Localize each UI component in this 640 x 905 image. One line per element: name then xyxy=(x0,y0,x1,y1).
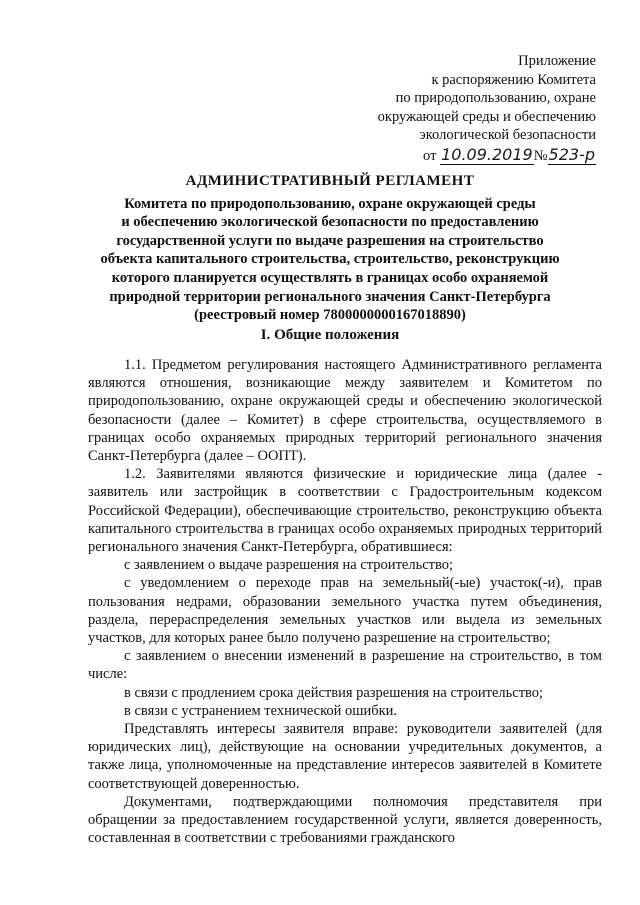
paragraph: с уведомлением о переходе прав на земельный(-ые) участок(-и), прав пользования недрами, образовании земельного участка путем объединения, раздела, перераспределения земельных участков или выдела из земельных участков, для которых ранее было получено разрешение на строительство; xyxy=(88,575,602,647)
header-line: окружающей среды и обеспечению xyxy=(377,108,596,125)
paragraph: 1.1. Предметом регулирования настоящего Административного регламента являются отношения, возникающие между заявителем и Комитетом по природопользованию, охране окружающей среды и обеспечению экологической безопасности (далее – Комитет) в сфере строительства, осуществляемого в границах особо охраняемых природных территорий регионального значения Санкт-Петербурга (далее – ООПТ). xyxy=(88,357,602,465)
order-reference xyxy=(336,146,596,166)
paragraph: с заявлением о выдаче разрешения на строительство; xyxy=(124,557,453,574)
paragraph: Представлять интересы заявителя вправе: руководители заявителей (для юридических лиц), действующие на основании учредительных документов, а также лица, уполномоченные на представление интересов заявителей в Комитете соответствующей доверенностью. xyxy=(88,721,602,792)
section-heading: I. Общие положения xyxy=(260,327,400,343)
paragraph: 1.2. Заявителями являются физические и юридические лица (далее - заявитель или застройщик в соответствии с Градостроительным кодексом Российской Федерации), обеспечивающие строительство, реконструкцию объекта капитального строительства в границах особо охраняемых природных территорий регионального значения Санкт-Петербурга, обратившиеся: xyxy=(88,466,602,556)
header-line: по природопользованию, охране xyxy=(395,90,596,106)
title-line: которого планируется осуществлять в границах особо охраняемой xyxy=(111,269,549,286)
title-line: Комитета по природопользованию, охране окружающей среды xyxy=(124,195,536,212)
ref-number: 523-р xyxy=(548,144,595,164)
registry-number: (реестровый номер 7800000000167018890) xyxy=(194,307,466,324)
paragraph: Документами, подтверждающими полномочия представителя при обращении за предоставлением государственной услуги, является доверенность, составленная в соответствии с требованиями гражданского xyxy=(88,793,602,847)
title-line: природной территории регионального значения Санкт-Петербурга xyxy=(109,288,551,305)
main-title: АДМИНИСТРАТИВНЫЙ РЕГЛАМЕНТ xyxy=(185,173,475,189)
ref-prefix: от xyxy=(423,147,437,164)
header-line: Приложение xyxy=(518,53,596,69)
document-title xyxy=(60,172,600,325)
paragraph: в связи с продлением срока действия разрешения на строительство; xyxy=(124,684,544,701)
appendix-header xyxy=(336,52,596,165)
ref-date: 10.09.2019 xyxy=(441,144,533,164)
title-line: объекта капитального строительства, строительство, реконструкцию xyxy=(100,251,560,268)
title-line: государственной услуги по выдаче разрешения на строительство xyxy=(116,232,544,249)
ref-number-label: № xyxy=(533,147,548,164)
header-line: к распоряжению Комитета xyxy=(431,71,596,88)
header-line: экологической безопасности xyxy=(419,127,596,143)
paragraph: в связи с устранением технической ошибки. xyxy=(124,702,398,719)
paragraph: с заявлением о внесении изменений в разрешение на строительство, в том числе: xyxy=(88,648,602,683)
title-line: и обеспечению экологической безопасности по предоставлению xyxy=(121,214,539,231)
document-body xyxy=(88,356,602,847)
